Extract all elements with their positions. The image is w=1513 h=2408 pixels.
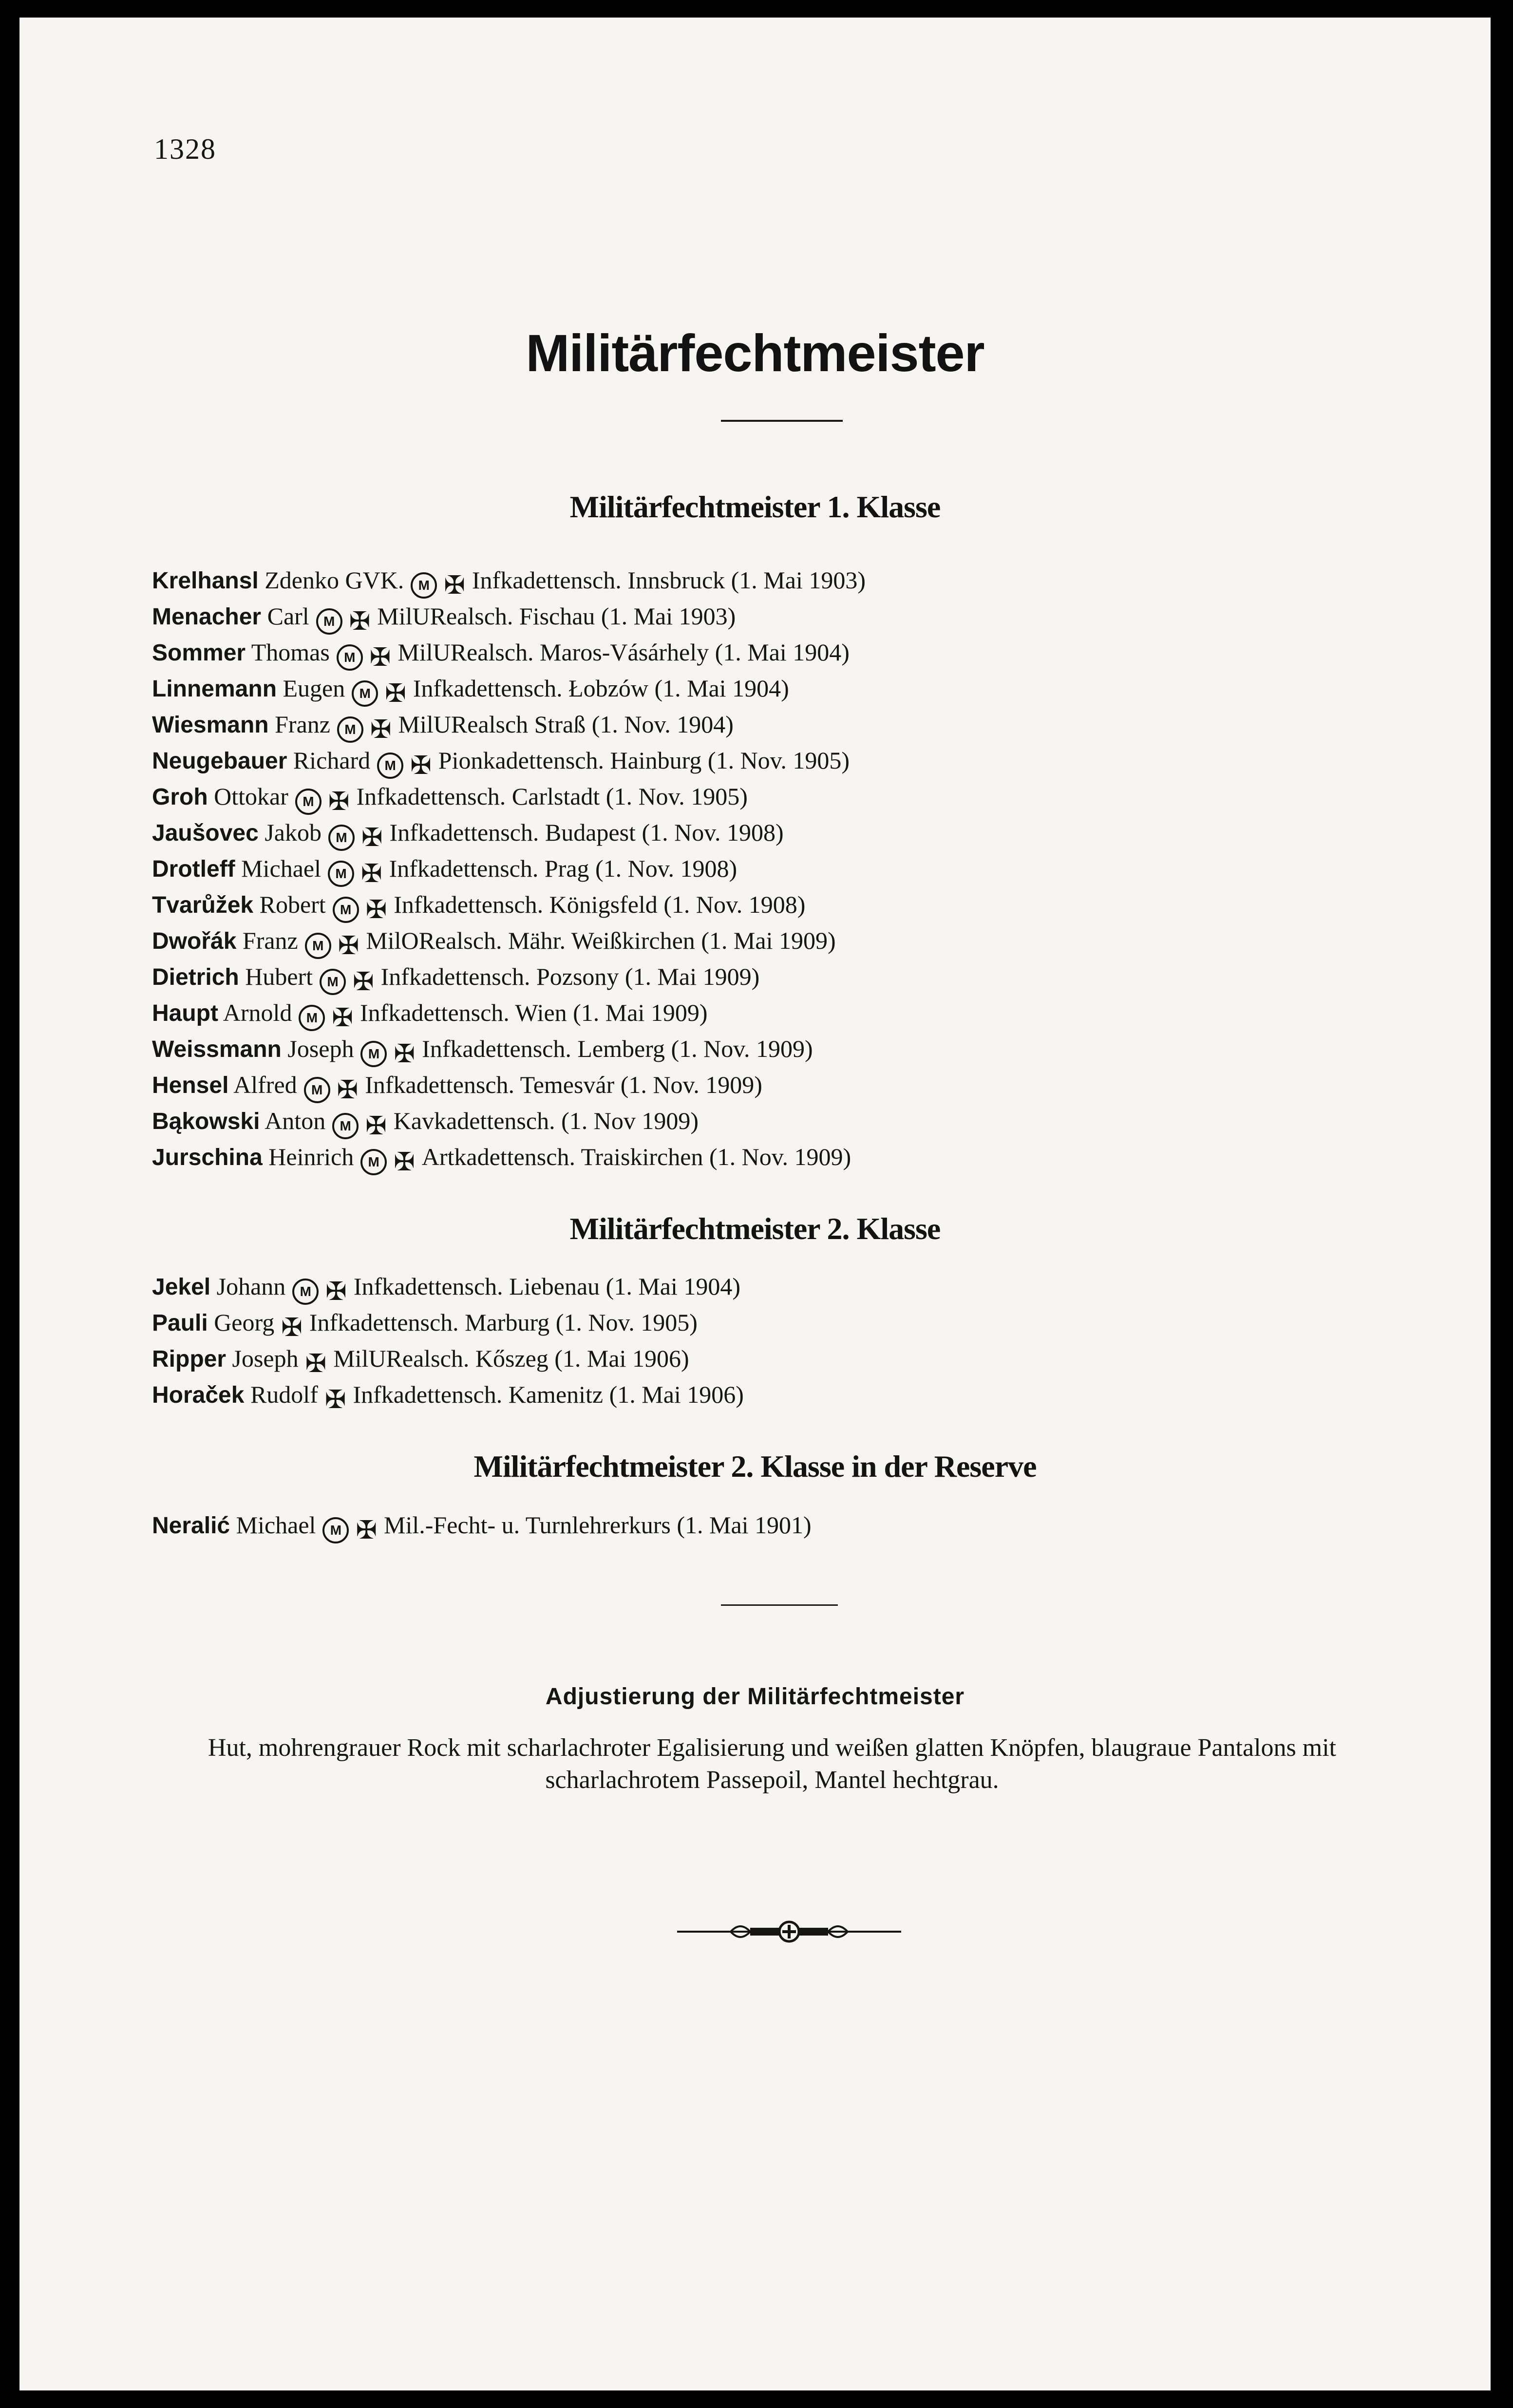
cross-icon: ✠ — [353, 967, 374, 997]
list-item — [152, 1139, 1418, 1175]
cross-icon: ✠ — [356, 1516, 378, 1545]
entry-surname: Jaušovec — [152, 820, 259, 846]
title-underline — [721, 420, 843, 422]
medal-m-icon: M — [411, 572, 437, 599]
entry-detail: MilURealsch Straß (1. Nov. 1904) — [398, 711, 734, 738]
entry-surname: Sommer — [152, 640, 246, 666]
entry-detail: Infkadettensch. Liebenau (1. Mai 1904) — [353, 1273, 741, 1300]
entry-given-name: Arnold — [223, 999, 292, 1026]
medal-m-icon: M — [328, 861, 354, 887]
list-item — [152, 850, 1418, 889]
entry-surname: Linnemann — [152, 676, 277, 702]
list-item — [152, 706, 1418, 745]
list-item — [152, 814, 1418, 853]
medal-m-icon: M — [295, 789, 322, 815]
list-item — [152, 634, 1418, 673]
decoration-marks — [360, 1142, 415, 1178]
medal-m-icon: M — [377, 752, 403, 779]
list-item — [152, 742, 1418, 781]
cross-icon: ✠ — [281, 1313, 303, 1343]
entry-given-name: Alfred — [233, 1071, 297, 1098]
entry-detail: Infkadettensch. Budapest (1. Nov. 1908) — [389, 819, 784, 846]
decoration-marks — [337, 637, 391, 673]
entry-surname: Menacher — [152, 604, 262, 630]
entry-list-klasse-2 — [152, 1268, 1418, 1415]
entry-given-name: Eugen — [283, 675, 345, 702]
entry-given-name: Robert — [259, 891, 326, 918]
medal-m-icon: M — [292, 1279, 319, 1305]
entry-list-klasse-1 — [152, 562, 1418, 1175]
section-heading-klasse-1: Militärfechtmeister 1. Klasse — [569, 489, 941, 524]
entry-surname: Dwořák — [152, 928, 237, 954]
list-item — [152, 1304, 1418, 1343]
medal-m-icon: M — [328, 825, 355, 851]
cross-icon: ✠ — [360, 859, 382, 889]
entry-detail: Infkadettensch. Prag (1. Nov. 1908) — [389, 855, 738, 882]
cross-icon: ✠ — [337, 1075, 359, 1105]
entry-detail: MilORealsch. Mähr. Weißkirchen (1. Mai 1909) — [366, 927, 836, 954]
page-title: Militärfechtmeister — [526, 323, 984, 382]
entry-surname: Neralić — [152, 1513, 230, 1539]
list-item — [152, 778, 1418, 817]
entry-given-name: Franz — [242, 927, 298, 954]
entry-surname: Bąkowski — [152, 1109, 260, 1134]
list-item — [152, 1067, 1418, 1103]
cross-icon: ✠ — [394, 1148, 415, 1177]
entry-surname: Ripper — [152, 1346, 227, 1372]
list-item — [152, 1376, 1418, 1415]
entry-given-name: Ottokar — [214, 783, 288, 810]
medal-m-icon: M — [337, 716, 363, 743]
decoration-marks — [295, 781, 350, 817]
decoration-marks — [316, 601, 371, 637]
cross-icon: ✠ — [365, 895, 387, 925]
section-heading-klasse-2: Militärfechtmeister 2. Klasse — [569, 1211, 941, 1246]
entry-surname: Groh — [152, 784, 208, 810]
medal-m-icon: M — [316, 608, 342, 635]
decoration-marks — [305, 1343, 327, 1379]
medal-m-icon: M — [360, 1149, 387, 1175]
entry-given-name: Joseph — [287, 1035, 354, 1062]
entry-detail: Infkadettensch. Kamenitz (1. Mai 1906) — [353, 1381, 744, 1408]
decoration-marks — [328, 817, 383, 853]
decoration-marks — [305, 925, 359, 961]
list-item — [152, 1103, 1418, 1139]
medal-m-icon: M — [333, 897, 359, 923]
decoration-marks — [328, 853, 382, 889]
medal-m-icon: M — [322, 1517, 349, 1543]
entry-detail: MilURealsch. Kőszeg (1. Mai 1906) — [333, 1345, 689, 1372]
entry-detail: Infkadettensch. Temesvár (1. Nov. 1909) — [365, 1071, 762, 1098]
list-item — [152, 995, 1418, 1031]
section-heading-reserve: Militärfechtmeister 2. Klasse in der Reserve — [473, 1449, 1037, 1484]
cross-icon: ✠ — [361, 823, 383, 853]
list-item — [152, 886, 1418, 925]
decoration-marks — [292, 1271, 347, 1307]
list-item — [152, 1031, 1418, 1067]
medal-m-icon: M — [304, 1077, 330, 1103]
entry-given-name: Heinrich — [268, 1143, 354, 1170]
entry-detail: Infkadettensch. Marburg (1. Nov. 1905) — [309, 1309, 698, 1336]
entry-given-name: Michael — [236, 1511, 316, 1539]
medal-m-icon: M — [352, 680, 378, 707]
medal-m-icon: M — [299, 1005, 325, 1031]
cross-icon: ✠ — [394, 1039, 416, 1069]
cross-icon: ✠ — [370, 715, 392, 745]
decoration-marks — [322, 1510, 377, 1546]
entry-surname: Horaček — [152, 1382, 245, 1408]
entry-surname: Hensel — [152, 1072, 229, 1098]
entry-surname: Jurschina — [152, 1145, 263, 1170]
entry-given-name: Hubert — [245, 963, 313, 990]
cross-icon: ✠ — [338, 931, 359, 961]
entry-given-name: Joseph — [232, 1345, 299, 1372]
list-item — [152, 1340, 1418, 1379]
entry-surname: Haupt — [152, 1000, 218, 1026]
entry-detail: Artkadettensch. Traiskirchen (1. Nov. 1909) — [421, 1143, 851, 1170]
entry-detail: Infkadettensch. Königsfeld (1. Nov. 1908) — [394, 891, 806, 918]
cross-icon: ✠ — [444, 571, 465, 601]
decoration-marks — [337, 709, 392, 745]
list-item — [152, 1268, 1418, 1307]
closing-ornament — [677, 1917, 901, 1946]
entry-given-name: Richard — [293, 747, 371, 774]
entry-given-name: Franz — [275, 711, 330, 738]
entry-surname: Weissmann — [152, 1036, 282, 1062]
cross-icon: ✠ — [369, 643, 391, 673]
entry-surname: Dietrich — [152, 964, 239, 990]
document-page — [19, 18, 1491, 2390]
entry-surname: Neugebauer — [152, 748, 287, 774]
entry-detail: Mil.-Fecht- u. Turnlehrerkurs (1. Mai 1901) — [384, 1511, 812, 1539]
cross-icon: ✠ — [332, 1003, 353, 1033]
entry-detail: MilURealsch. Maros-Vásárhely (1. Mai 1904) — [397, 639, 850, 666]
cross-icon: ✠ — [305, 1349, 327, 1379]
entry-detail: Pionkadettensch. Hainburg (1. Nov. 1905) — [438, 747, 850, 774]
decoration-marks — [325, 1379, 346, 1415]
entry-surname: Pauli — [152, 1310, 208, 1336]
entry-given-name: Zdenko GVK. — [265, 566, 404, 594]
decoration-marks — [281, 1307, 303, 1343]
decoration-marks — [360, 1034, 415, 1070]
page-number: 1328 — [154, 133, 216, 165]
entry-given-name: Jakob — [265, 819, 322, 846]
medal-m-icon: M — [360, 1041, 387, 1067]
entry-surname: Krelhansl — [152, 568, 259, 594]
list-item — [152, 922, 1418, 959]
section-divider — [721, 1604, 838, 1606]
cross-icon: ✠ — [385, 679, 406, 709]
cross-icon: ✠ — [365, 1111, 387, 1141]
entry-detail: MilURealsch. Fischau (1. Mai 1903) — [377, 602, 736, 630]
cross-icon: ✠ — [410, 751, 432, 781]
entry-detail: Infkadettensch. Łobzów (1. Mai 1904) — [413, 675, 789, 702]
decoration-marks — [352, 673, 406, 709]
adjustierung-text: Hut, mohrengrauer Rock mit scharlachroter Egalisierung und weißen glatten Knöpfen, blaugraue Pantalons mit scharlachrotem Passepoil, Mantel hechtgrau. — [208, 1734, 1337, 1794]
decoration-marks — [320, 961, 374, 997]
entry-detail: Infkadettensch. Carlstadt (1. Nov. 1905) — [356, 783, 748, 810]
list-item — [152, 670, 1418, 709]
decoration-marks — [333, 889, 387, 925]
entry-surname: Jekel — [152, 1274, 211, 1300]
decoration-marks — [304, 1070, 359, 1106]
entry-surname: Tvarůžek — [152, 892, 254, 918]
medal-m-icon: M — [337, 644, 363, 671]
cross-icon: ✠ — [349, 607, 371, 637]
entry-given-name: Carl — [267, 602, 309, 630]
entry-given-name: Michael — [241, 855, 321, 882]
decoration-marks — [377, 745, 432, 781]
entry-detail: Infkadettensch. Wien (1. Mai 1909) — [359, 999, 708, 1026]
entry-detail: Infkadettensch. Innsbruck (1. Mai 1903) — [472, 566, 866, 594]
medal-m-icon: M — [332, 1113, 359, 1139]
entry-surname: Wiesmann — [152, 712, 269, 738]
cross-icon: ✠ — [328, 787, 350, 817]
list-item — [152, 562, 1418, 601]
entry-given-name: Georg — [214, 1309, 275, 1336]
entry-detail: Kavkadettensch. (1. Nov 1909) — [393, 1107, 699, 1134]
medal-m-icon: M — [305, 933, 331, 959]
entry-surname: Drotleff — [152, 856, 235, 882]
list-item — [152, 959, 1418, 995]
list-item — [152, 1507, 1418, 1543]
decoration-marks — [332, 1106, 387, 1142]
decoration-marks — [299, 997, 353, 1034]
cross-icon: ✠ — [324, 1385, 346, 1415]
entry-given-name: Anton — [265, 1107, 326, 1134]
entry-detail: Infkadettensch. Lemberg (1. Nov. 1909) — [422, 1035, 813, 1062]
entry-given-name: Johann — [216, 1273, 286, 1300]
entry-given-name: Thomas — [251, 639, 330, 666]
adjustierung-title: Adjustierung der Militärfechtmeister — [545, 1684, 965, 1710]
entry-list-reserve — [152, 1507, 1418, 1543]
list-item — [152, 598, 1418, 637]
entry-given-name: Rudolf — [250, 1381, 318, 1408]
entry-detail: Infkadettensch. Pozsony (1. Mai 1909) — [380, 963, 760, 990]
decoration-marks — [411, 565, 465, 601]
medal-m-icon: M — [320, 969, 346, 995]
cross-icon: ✠ — [325, 1277, 347, 1307]
